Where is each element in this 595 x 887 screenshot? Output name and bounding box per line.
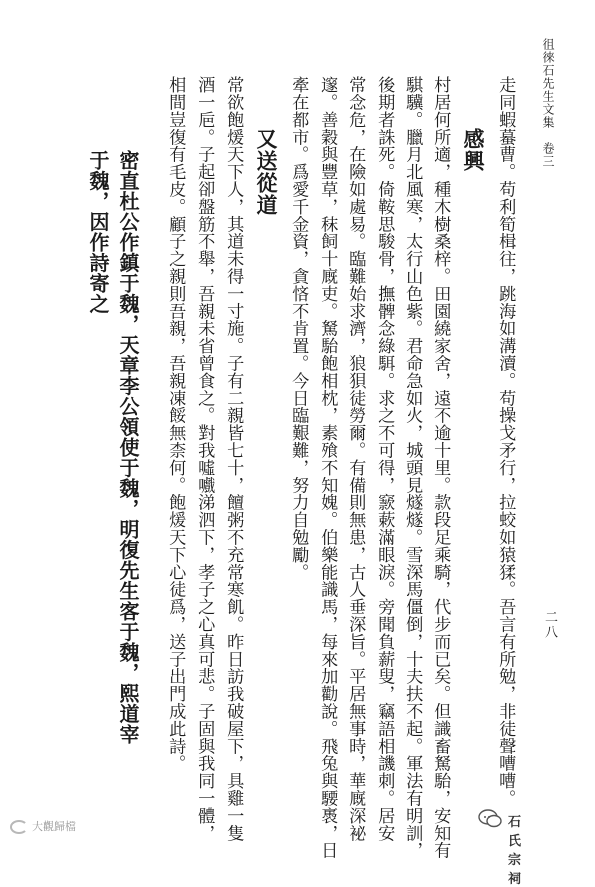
right-watermark-text: 石氏宗祠 bbox=[508, 815, 522, 887]
text-column: 後期者誅死。倚鞍思駿骨，撫髀念綠駬。求之不可得，窾蔌滿眼淚。旁聞負薪叟，竊語相譏刺。居安 bbox=[374, 76, 395, 842]
chat-bubble-icon bbox=[478, 809, 502, 829]
poem-title: 密直杜公作鎮于魏，天章李公領使于魏，明復先生客于魏，熙道宰 bbox=[116, 150, 140, 745]
text-column: 牽在都市。爲愛千金資，貪悋不肯置。今日臨艱難，努力自勉勵。 bbox=[288, 76, 309, 581]
text-column: 村居何所適，種木樹桑梓。田園繞家舍，遠不逾十里。款段足乘騎，代步而已矣。但識畜駑駘，安知有 bbox=[430, 76, 451, 859]
text-column: 常欲飽煖天下人，其道未得一寸施。子有二親皆七十，饘粥不充常寒飢。昨日訪我破屋下，具雞一隻 bbox=[223, 76, 244, 842]
text-column: 邃。善穀與豐草，秣飼十廐吏。駑駘飽相枕，素飱不知媿。伯樂能識馬，每來加勸說。飛兔與騕褭，日 bbox=[317, 76, 338, 859]
text-column: 相間豈復有毛皮。顧子之親則吾親，吾親凍餒無柰何。飽煖天下心徒爲，送子出門成此詩。 bbox=[165, 76, 186, 772]
poem-heading: 又送從道 bbox=[254, 128, 279, 216]
poem-title: 于魏，因作詩寄之 bbox=[86, 150, 110, 314]
text-column: 騏驥。臘月北風寒，太行山色紫。君命急如火，城頭見燧燧。雪深馬僵倒，十夫扶不起。軍法有明訓， bbox=[402, 76, 423, 859]
running-title: 徂徠石先生文集 卷三 bbox=[541, 38, 555, 168]
text-column: 走同蝦蟇曹。苟利筍楫往，跳海如溝瀆。苟操戈矛行，拉蛟如猿猱。吾言有所勉，非徒聲嘈嘈。 bbox=[495, 76, 516, 807]
text-column: 酒一巵。子起卻盤筋不舉，吾親未省曾食之。對我噓嚱涕泗下，孝子之心真可悲。子固與我同一體， bbox=[194, 76, 215, 842]
left-watermark-text: 大觀歸檔 bbox=[32, 820, 76, 833]
page-number: 二八 bbox=[542, 610, 557, 640]
swirl-icon bbox=[10, 820, 28, 834]
left-watermark bbox=[10, 818, 76, 834]
text-column: 常念危，在險如處易。臨難始求濟，狼狽徒勞爾。有備則無患，古人垂深旨。平居無事時，華廐深袐 bbox=[345, 76, 366, 842]
poem-heading: 感興 bbox=[461, 128, 486, 172]
